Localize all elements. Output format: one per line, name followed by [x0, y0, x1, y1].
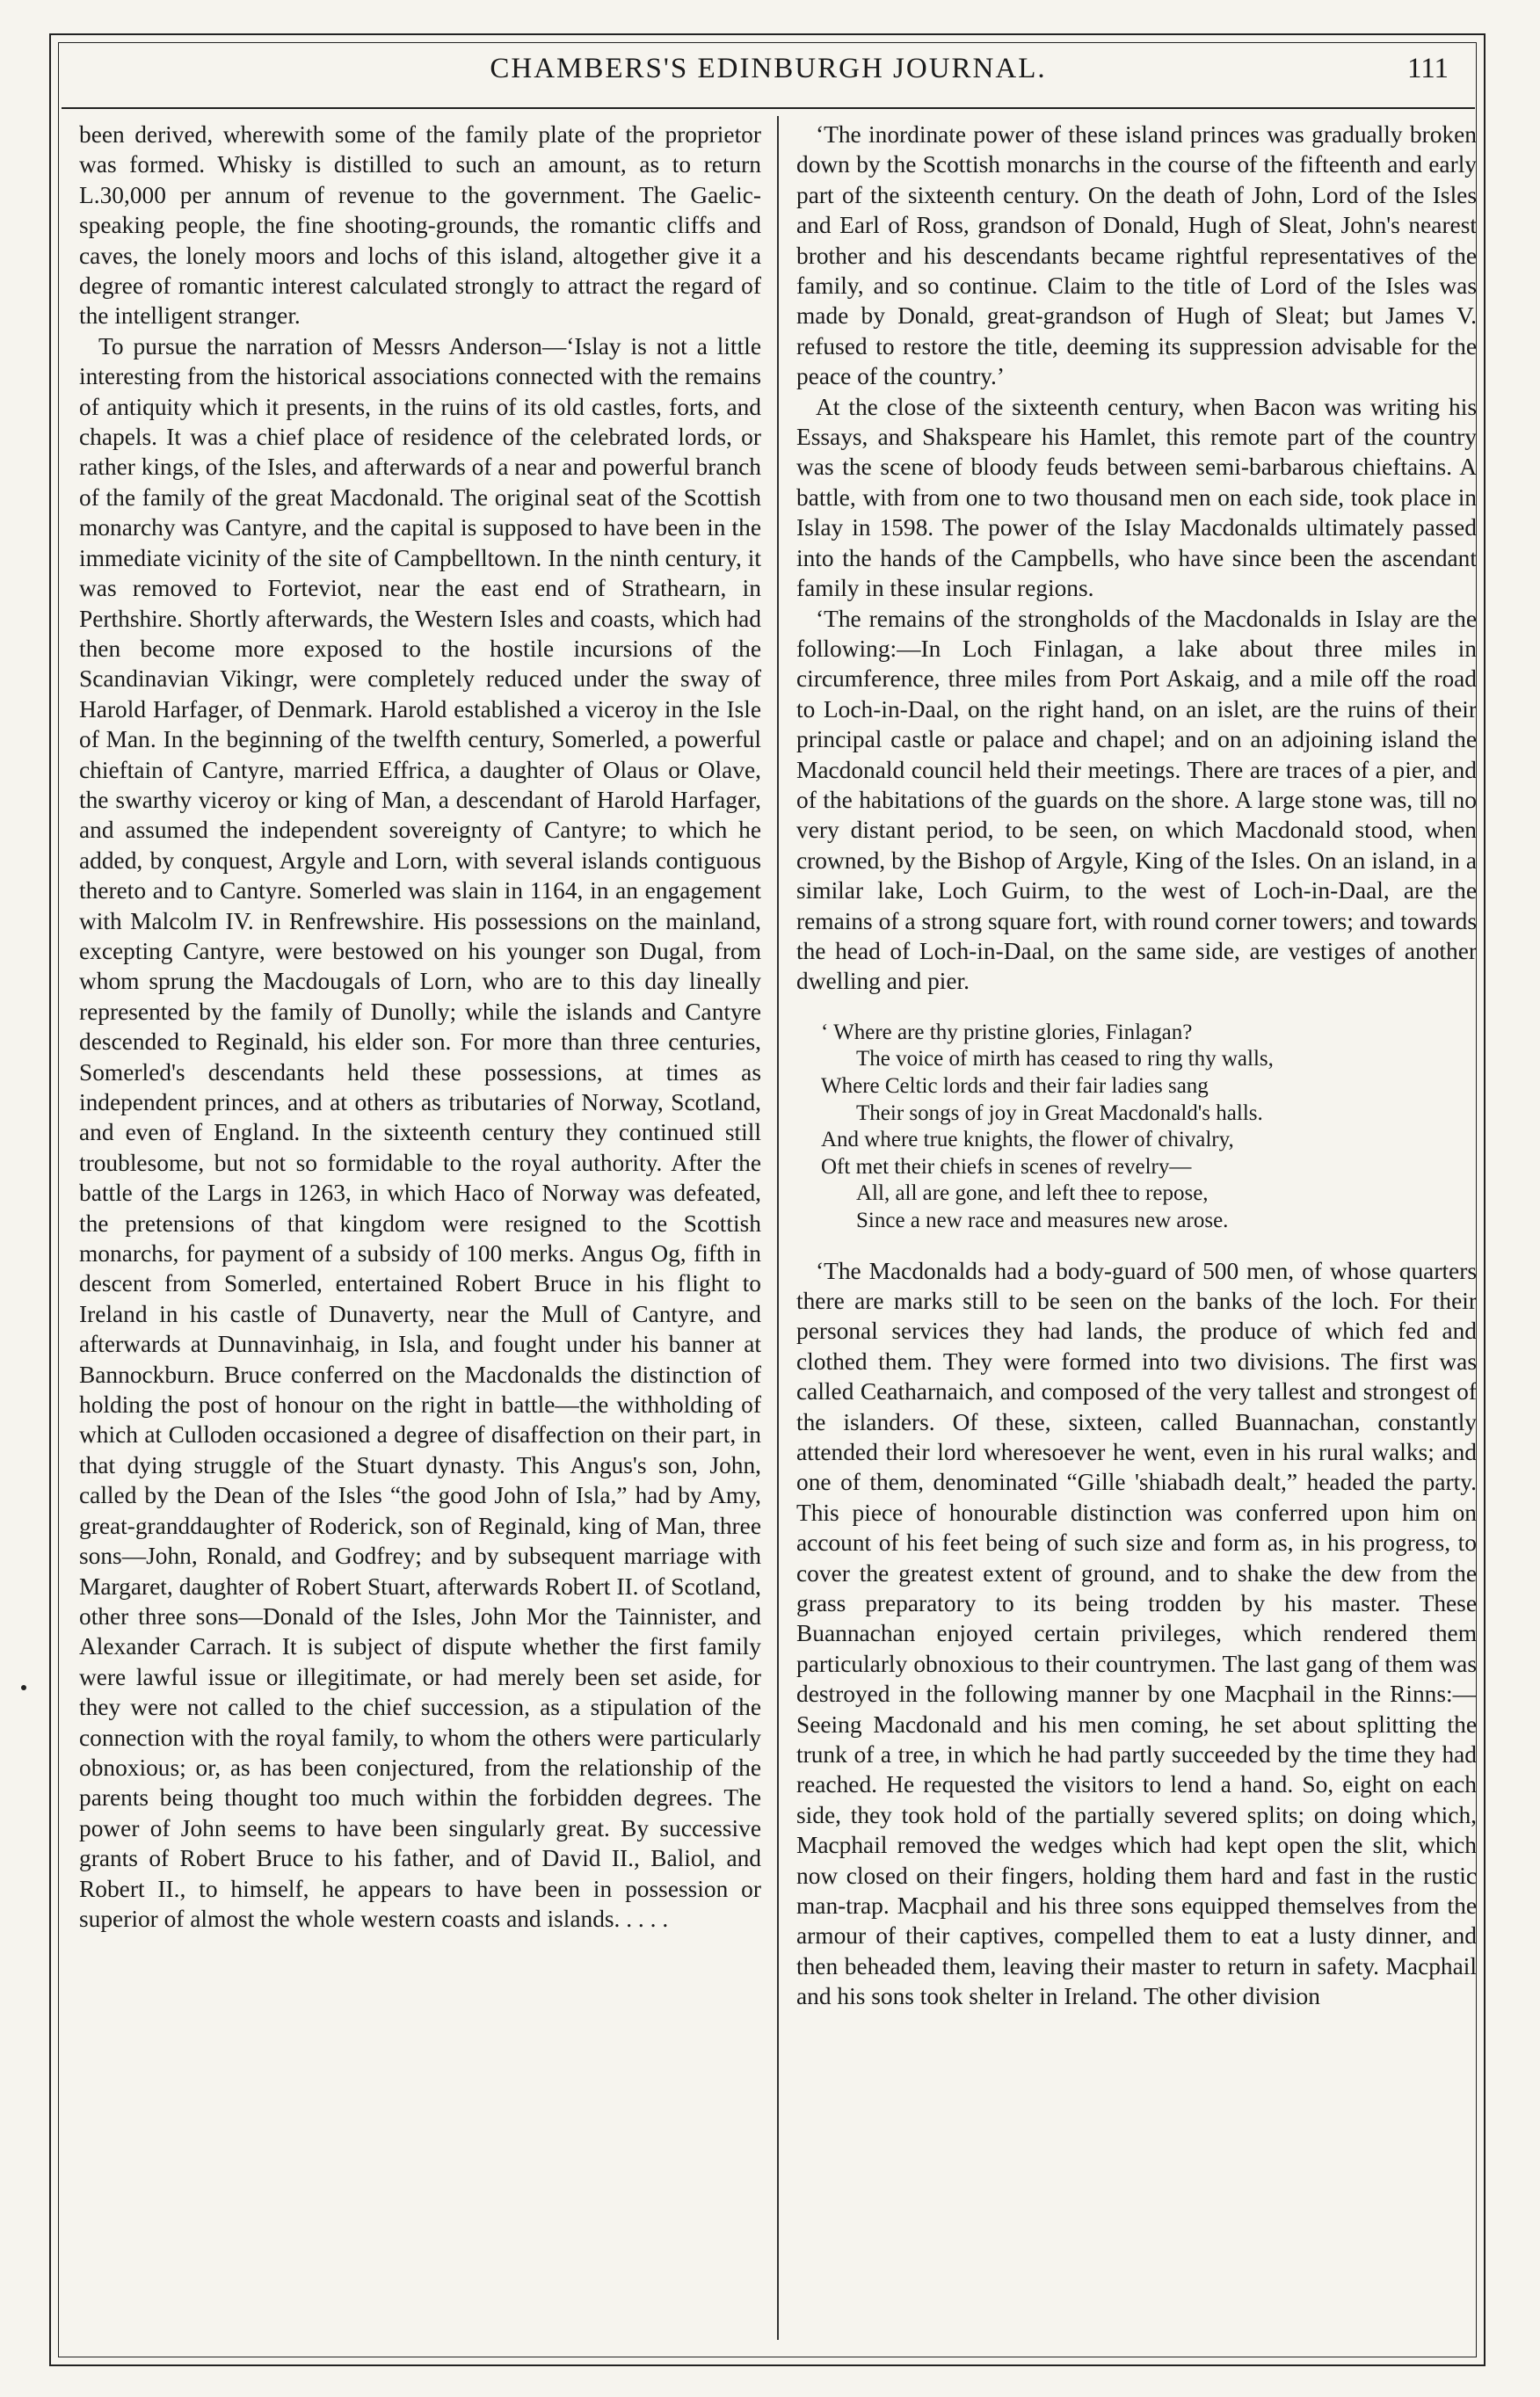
left-column — [79, 120, 761, 2343]
verse-line: Since a new race and measures new arose. — [856, 1208, 1229, 1232]
right-paragraph-1: ‘The inordinate power of these island princes was gradually broken down by the Scottish monarchs in the course of the fifteenth and early part of the sixteenth century. On the death of John, Lord of the Isles and Earl of Ross, grandson of Donald, Hugh of Sleat, John's nearest brother and his descendants became rightful representatives of the family, and so continue. Claim to the title of Lord of the Isles was made by Donald, great-grandson of Hugh of Sleat; but James V. refused to restore the title, deeming its suppression advisable for the peace of the country.’ — [796, 121, 1477, 390]
verse-line: Their songs of joy in Great Macdonald's halls. — [856, 1100, 1263, 1125]
left-paragraph-1: been derived, wherewith some of the family plate of the proprietor was formed. Whisky is distilled to such an amount, as to return L.30,000 per annum of revenue to the government. The Gaelic-speaking people, the fine shooting-grounds, the romantic cliffs and caves, the lonely moors and lochs of this island, altogether give it a degree of romantic interest calculated strongly to attract the regard of the intelligent stranger. — [79, 121, 761, 330]
right-column — [796, 120, 1477, 2343]
left-paragraph-2: To pursue the narration of Messrs Anderson—‘Islay is not a little interesting from the historical associations connected with the remains of antiquity which it presents, in the ruins of its old castles, forts, and chapels. It was a chief place of residence of the celebrated lords, or rather kings, of the Isles, and afterwards of a near and powerful branch of the family of the great Macdonald. The original seat of the Scottish monarchy was Cantyre, and the capital is supposed to have been in the immediate vicinity of the site of Campbelltown. In the ninth century, it was removed to Forteviot, near the east end of Strathearn, in Perthshire. Shortly afterwards, the Western Isles and coasts, which had then become more exposed to the hostile incursions of the Scandinavian Vikingr, were completely reduced under the sway of Harold Harfager, of Denmark. Harold established a viceroy in the Isle of Man. In the beginning of the twelfth century, Somerled, a powerful chieftain of Cantyre, married Effrica, a daughter of Olaus or Olave, the swarthy viceroy or king of Man, a descendant of Harold Harfager, and assumed the independent sovereignty of Cantyre; to which he added, by conquest, Argyle and Lorn, with several islands contiguous thereto and to Cantyre. Somerled was slain in 1164, in an engagement with Malcolm IV. in Renfrewshire. His possessions on the mainland, excepting Cantyre, were bestowed on his younger son Dugal, from whom sprung the Macdougals of Lorn, who are to this day lineally represented by the family of Dunolly; while the islands and Cantyre descended to Reginald, his elder son. For more than three centuries, Somerled's descendants held these possessions, at times as independent princes, and at others as tributaries of Norway, Scotland, and even of England. In the sixteenth century they continued still troublesome, but not so formidable to the royal authority. After the battle of the Largs in 1263, in which Haco of Norway was defeated, the pretensions of that kingdom were resigned to the Scottish monarchs, for payment of a subsidy of 100 merks. Angus Og, fifth in descent from Somerled, entertained Robert Bruce in his flight to Ireland in his castle of Dunaverty, near the Mull of Cantyre, and afterwards at Dunnavinhaig, in Isla, and fought under his banner at Bannockburn. Bruce conferred on the Macdonalds the distinction of holding the post of honour on the right in battle—the withholding of which at Culloden occasioned a degree of disaffection on their part, in that dying struggle of the Stuart dynasty. This Angus's son, John, called by the Dean of the Isles “the good John of Isla,” had by Amy, great-granddaughter of Roderick, son of Reginald, king of Man, three sons—John, Ronald, and Godfrey; and by subsequent marriage with Margaret, daughter of Robert Stuart, afterwards Robert II. of Scotland, other three sons—Donald of the Isles, John Mor the Tainnister, and Alexander Carrach. It is subject of dispute whether the first family were lawful issue or illegitimate, or had merely been set aside, for they were not called to the chief succession, as a stipulation of the connection with the royal family, to whom the others were particularly obnoxious; or, as has been conjectured, from the relationship of the parents being thought too much within the forbidden degrees. The power of John seems to have been singularly great. By successive grants of Robert Bruce to his father, and of David II., Baliol, and Robert II., to himself, he appears to have been in possession or superior of almost the whole western coasts and islands. . . . . — [79, 332, 761, 1932]
verse-line: All, all are gone, and left thee to repose, — [856, 1181, 1209, 1206]
verse-line: Oft met their chiefs in scenes of revelry— — [821, 1154, 1192, 1179]
right-paragraph-4: ‘The Macdonalds had a body-guard of 500 men, of whose quarters there are marks still to be seen on the banks of the loch. For their personal services they had lands, the produce of which fed and clothed them. They were formed into two divisions. The first was called Ceatharnaich, and composed of the very tallest and strongest of the islanders. Of these, sixteen, called Buannachan, constantly attended their lord wheresoever he went, even in his rural walks; and one of them, denominated “Gille 'shiabadh dealt,” headed the party. This piece of honourable distinction was conferred upon him on account of his feet being of such size and form as, in his progress, to cover the greatest extent of ground, and to shake the dew from the grass preparatory to its being trodden by his master. These Buannachan enjoyed certain privileges, which rendered them particularly obnoxious to their countrymen. The last gang of them was destroyed in the following manner by one Macphail in the Rinns:—Seeing Macdonald and his men coming, he set about splitting the trunk of a tree, in which he had partly succeeded by the time they had reached. He requested the visitors to lend a hand. So, eight on each side, they took hold of the partially severed splits; on doing which, Macphail removed the wedges which had kept open the slit, which now closed on their fingers, holding them hard and fast in the rustic man-trap. Macphail and his three sons equipped themselves from the armour of their captives, compelled them to eat a lusty dinner, and then beheaded them, leaving their master to return in safety. Macphail and his sons took shelter in Ireland. The other division — [796, 1257, 1477, 2010]
header-rule — [62, 107, 1475, 109]
verse-block — [821, 1020, 1477, 1235]
column-divider — [777, 116, 779, 2340]
right-paragraph-3: ‘The remains of the strongholds of the Macdonalds in Islay are the following:—In Loch Finlagan, a lake about three miles in circumference, three miles from Port Askaig, and a mile off the road to Loch-in-Daal, on the right hand, on an islet, are the ruins of their principal castle or palace and chapel; and on an adjoining island the Macdonald council held their meetings. There are traces of a pier, and of the habitations of the guards on the shore. A large stone was, till no very distant period, to be seen, on which Macdonald stood, when crowned, by the Bishop of Argyle, King of the Isles. On an island, in a similar lake, Loch Guirm, to the west of Loch-in-Daal, are the remains of a strong square fort, with round corner towers; and towards the head of Loch-in-Daal, on the same side, are vestiges of another dwelling and pier. — [796, 605, 1477, 995]
running-header — [62, 51, 1475, 100]
right-paragraph-2: At the close of the sixteenth century, when Bacon was writing his Essays, and Shakspeare his Hamlet, this remote part of the country was the scene of bloody feuds between semi-barbarous chieftains. A battle, with from one to two thousand men on each side, took place in Islay in 1598. The power of the Islay Macdonalds ultimately passed into the hands of the Campbells, who have since been the ascendant family in these insular regions. — [796, 393, 1477, 602]
verse-line: The voice of mirth has ceased to ring thy walls, — [856, 1047, 1274, 1071]
margin-mark — [21, 1685, 26, 1690]
verse-line: ‘ Where are thy pristine glories, Finlagan? — [821, 1020, 1193, 1044]
verse-line: And where true knights, the flower of chivalry, — [821, 1128, 1234, 1152]
verse-line: Where Celtic lords and their fair ladies sang — [821, 1073, 1209, 1098]
journal-title: CHAMBERS'S EDINBURGH JOURNAL. — [490, 53, 1047, 84]
page-number: 111 — [1406, 53, 1449, 84]
